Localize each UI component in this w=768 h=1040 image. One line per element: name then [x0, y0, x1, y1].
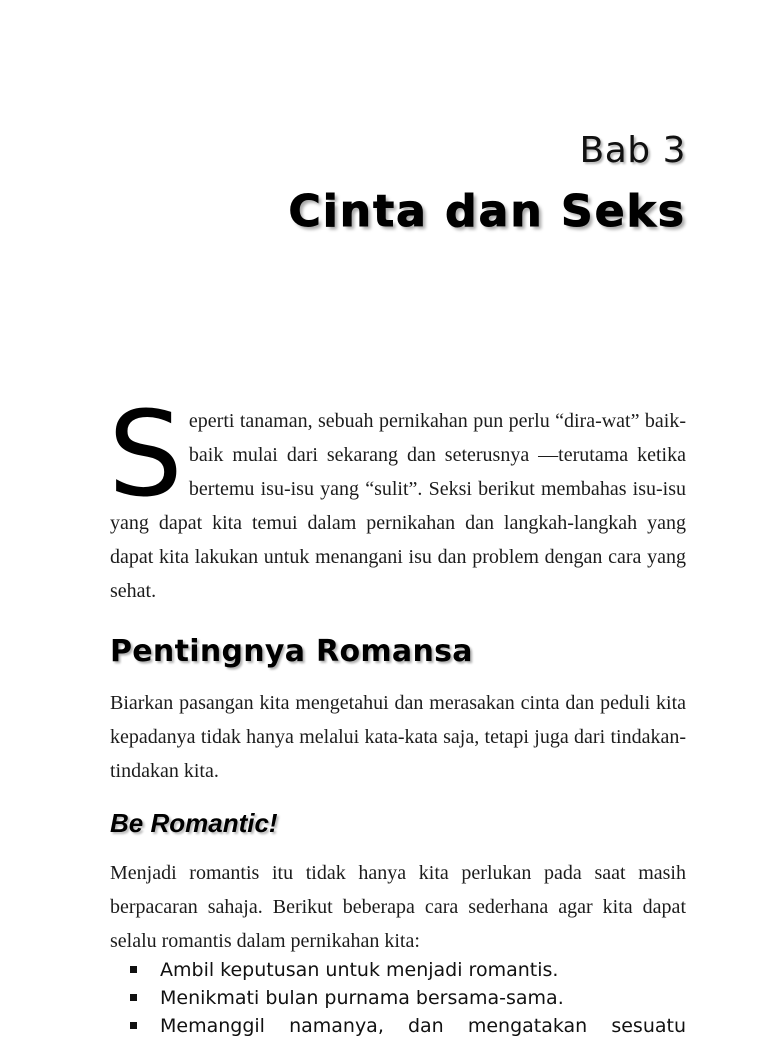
chapter-title: Cinta dan Seks — [288, 186, 686, 237]
list-item-text: Memanggil namanya, dan mengatakan sesuatu — [160, 1015, 686, 1037]
square-bullet-icon — [130, 966, 137, 973]
list-item — [130, 1012, 686, 1040]
subsection-paragraph — [110, 856, 686, 958]
list-item — [130, 956, 686, 984]
square-bullet-icon — [130, 994, 137, 1001]
list-item — [130, 984, 686, 1012]
bullet-list — [130, 956, 686, 1040]
section-heading: Pentingnya Romansa — [110, 634, 473, 669]
intro-paragraph — [108, 385, 686, 608]
list-item-text: Ambil keputusan untuk menjadi romantis. — [160, 959, 559, 981]
chapter-label: Bab 3 — [579, 130, 686, 171]
section-paragraph — [110, 686, 686, 788]
section-paragraph-text: Biarkan pasangan kita mengetahui dan merasakan cinta dan peduli kita kepadanya tidak hanya melalui kata-kata saja, tetapi juga dari tindakan-tindakan kita. — [110, 692, 686, 782]
drop-cap: S — [108, 385, 183, 523]
subsection-paragraph-text: Menjadi romantis itu tidak hanya kita perlukan pada saat masih berpacaran sahaja. Berikut beberapa cara sederhana agar kita dapat selalu romantis dalam pernikahan kita: — [110, 862, 686, 952]
intro-text: eperti tanaman, sebuah pernikahan pun perlu “dira-wat” baik-baik mulai dari sekarang dan seterusnya —terutama ketika bertemu isu-isu yang “sulit”. Seksi berikut membahas isu-isu yang dapat kita temui dalam pernikahan dan langkah-langkah yang dapat kita lakukan untuk menangani isu dan problem dengan cara yang sehat. — [110, 410, 686, 602]
subsection-heading: Be Romantic! — [110, 808, 278, 838]
square-bullet-icon — [130, 1022, 137, 1029]
list-item-text: Menikmati bulan purnama bersama-sama. — [160, 987, 564, 1009]
